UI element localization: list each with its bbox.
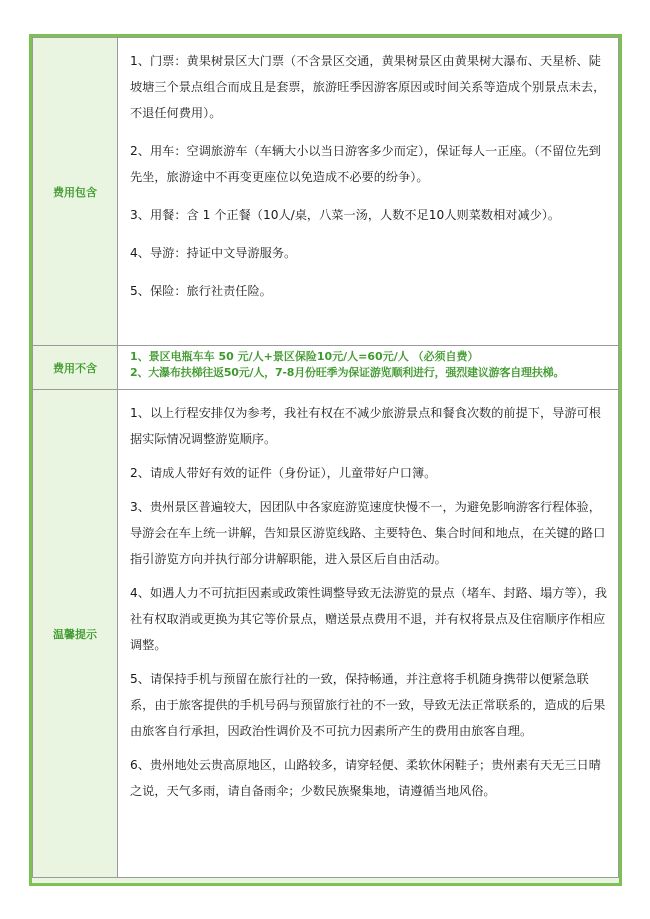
included-row xyxy=(33,38,619,346)
excluded-header: 费用不含 xyxy=(33,346,118,390)
excluded-row xyxy=(33,346,619,390)
included-item: 5、保险：旅行社责任险。 xyxy=(130,284,272,298)
included-header: 费用包含 xyxy=(33,38,118,346)
excluded-item: 2、大瀑布扶梯往返50元/人，7-8月份旺季为保证游览顺利进行，强烈建议游客自理扶梯。 xyxy=(130,366,565,379)
itinerary-info-table xyxy=(32,37,619,878)
tips-item: 5、请保持手机与预留在旅行社的一致，保持畅通，并注意将手机随身携带以便紧急联系，由于旅客提供的手机号码与预留旅行社的不一致，导致无法正常联系的，造成的后果由旅客自行承担，因政治性调价及不可抗力因素所产生的费用由旅客自理。 xyxy=(130,672,606,738)
excluded-content xyxy=(118,346,619,390)
included-item: 2、用车：空调旅游车（车辆大小以当日游客多少而定），保证每人一正座。（不留位先到先坐，旅游途中不再变更座位以免造成不必要的纷争）。 xyxy=(130,144,601,184)
tips-header: 温馨提示 xyxy=(33,390,118,878)
included-item: 1、门票：黄果树景区大门票（不含景区交通，黄果树景区由黄果树大瀑布、天星桥、陡坡塘三个景点组合而成且是套票，旅游旺季因游客原因或时间关系等造成个别景点未去，不退任何费用）。 xyxy=(130,54,606,120)
excluded-item: 1、景区电瓶车车 50 元/人+景区保险10元/人=60元/人 （必须自费） xyxy=(130,350,479,363)
bottom-band xyxy=(32,878,619,883)
included-item: 3、用餐：含 1 个正餐（10人/桌，八菜一汤，人数不足10人则菜数相对减少）。 xyxy=(130,208,561,222)
tips-item: 4、如遇人力不可抗拒因素或政策性调整导致无法游览的景点（堵车、封路、塌方等），我社有权取消或更换为其它等价景点，赠送景点费用不退，并有权将景点及住宿顺序作相应调整。 xyxy=(130,586,607,652)
tips-item: 1、以上行程安排仅为参考，我社有权在不减少旅游景点和餐食次数的前提下，导游可根据实际情况调整游览顺序。 xyxy=(130,406,601,446)
tips-item: 3、贵州景区普遍较大，因团队中各家庭游览速度快慢不一，为避免影响游客行程体验，导游会在车上统一讲解，告知景区游览线路、主要特色、集合时间和地点，在关键的路口指引游览方向并执行部分讲解职能，进入景区后自由活动。 xyxy=(130,500,606,566)
tips-content xyxy=(118,390,619,878)
tips-item: 6、贵州地处云贵高原地区，山路较多，请穿轻便、柔软休闲鞋子；贵州素有天无三日晴之说，天气多雨，请自备雨伞；少数民族聚集地，请遵循当地风俗。 xyxy=(130,758,601,798)
included-item: 4、导游：持证中文导游服务。 xyxy=(130,246,297,260)
tips-row xyxy=(33,390,619,878)
included-content xyxy=(118,38,619,346)
tips-item: 2、请成人带好有效的证件（身份证），儿童带好户口簿。 xyxy=(130,466,437,480)
